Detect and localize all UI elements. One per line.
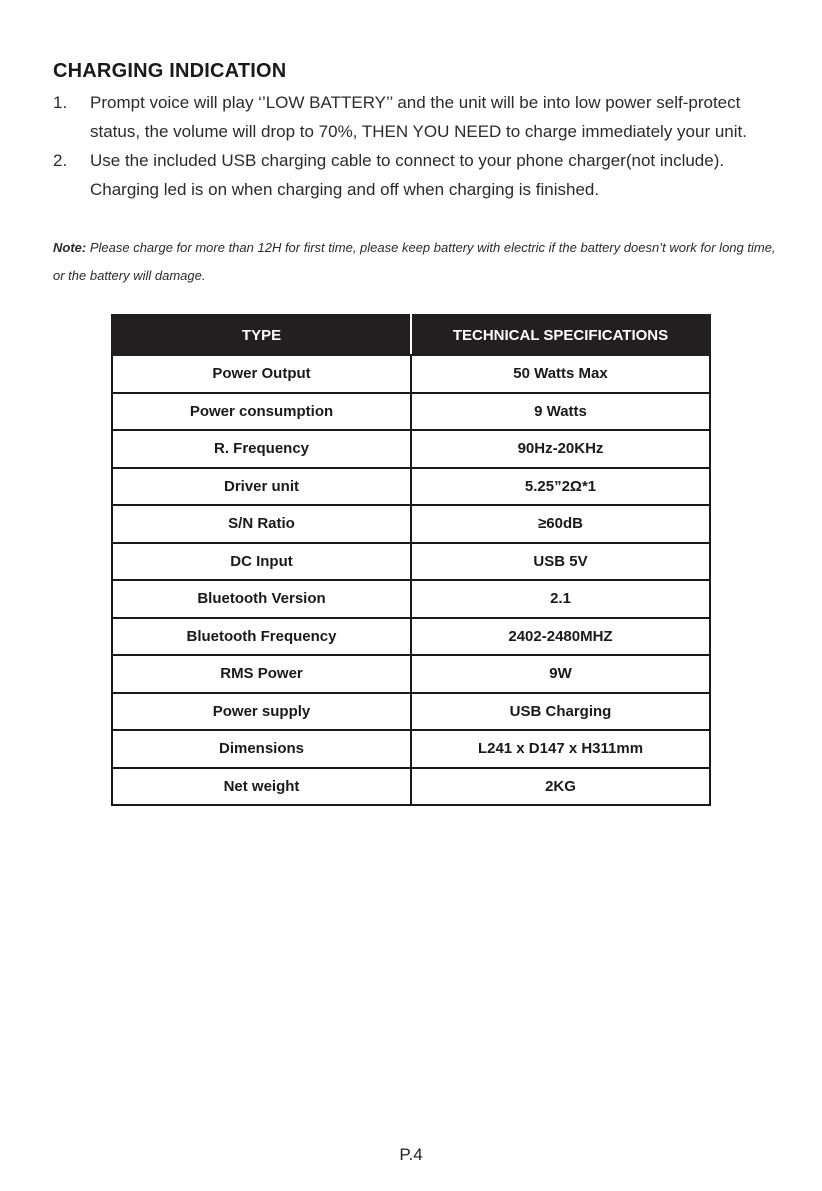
spec-type: Power consumption (112, 393, 411, 431)
spec-type: Power Output (112, 355, 411, 393)
table-row (112, 543, 710, 581)
list-item (53, 88, 773, 146)
note-label: Note: (53, 240, 87, 255)
spec-type: Bluetooth Version (112, 580, 411, 618)
table-row (112, 355, 710, 393)
list-item-text: Use the included USB charging cable to connect to your phone charger(not include). Charging led is on when charging and off when charging is finished. (90, 151, 725, 199)
instruction-list (53, 88, 773, 204)
specifications-table (111, 314, 711, 806)
page-number: P.4 (399, 1145, 423, 1164)
list-item-text: Prompt voice will play ‘’LOW BATTERY’’ and the unit will be into low power self-protect status, the volume will drop to 70%, THEN YOU NEED to charge immediately your unit. (90, 93, 747, 141)
spec-type: R. Frequency (112, 430, 411, 468)
table-row (112, 655, 710, 693)
spec-type: S/N Ratio (112, 505, 411, 543)
spec-type: Power supply (112, 693, 411, 731)
spec-value: 2.1 (411, 580, 710, 618)
table-row (112, 468, 710, 506)
spec-value: USB Charging (411, 693, 710, 731)
spec-value: 5.25”2Ω*1 (411, 468, 710, 506)
spec-value: L241 x D147 x H311mm (411, 730, 710, 768)
spec-value: 9W (411, 655, 710, 693)
note-text: Please charge for more than 12H for first time, please keep battery with electric if the battery doesn’t work for long time, or the battery will damage. (53, 240, 776, 283)
table-row (112, 693, 710, 731)
spec-type: Net weight (112, 768, 411, 806)
header-technical-specifications: TECHNICAL SPECIFICATIONS (411, 315, 710, 355)
table-row (112, 393, 710, 431)
spec-type: Dimensions (112, 730, 411, 768)
list-item-number: 2. (53, 151, 68, 170)
table-row (112, 618, 710, 656)
spec-value: ≥60dB (411, 505, 710, 543)
table-row (112, 580, 710, 618)
spec-value: 50 Watts Max (411, 355, 710, 393)
spec-type: Driver unit (112, 468, 411, 506)
spec-type: DC Input (112, 543, 411, 581)
list-item (53, 146, 773, 204)
table-header-row (112, 315, 710, 355)
section-heading: CHARGING INDICATION (53, 60, 287, 82)
table-row (112, 730, 710, 768)
table-row (112, 505, 710, 543)
spec-type: RMS Power (112, 655, 411, 693)
spec-value: 9 Watts (411, 393, 710, 431)
list-item-number: 1. (53, 93, 68, 112)
note-paragraph (53, 234, 778, 290)
table-row (112, 430, 710, 468)
header-type: TYPE (112, 315, 411, 355)
spec-value: 2KG (411, 768, 710, 806)
spec-value: 2402-2480MHZ (411, 618, 710, 656)
spec-value: 90Hz-20KHz (411, 430, 710, 468)
spec-value: USB 5V (411, 543, 710, 581)
spec-type: Bluetooth Frequency (112, 618, 411, 656)
table-row (112, 768, 710, 806)
